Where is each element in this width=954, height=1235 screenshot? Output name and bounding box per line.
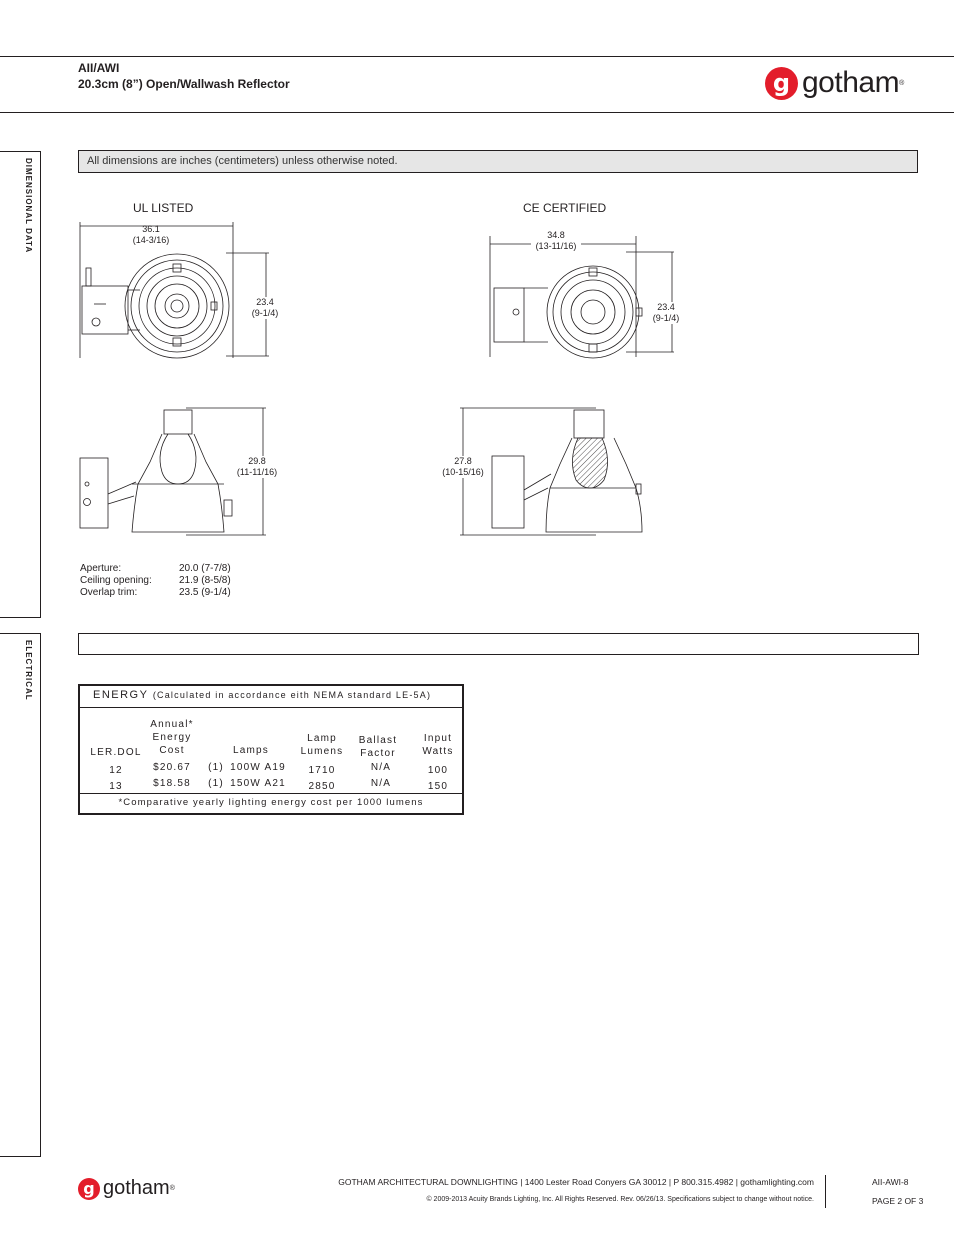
row2-ballast: N/A [370, 778, 392, 789]
ce-top-height-cm: 23.4 [657, 302, 675, 312]
col-header-cost: Annual* Energy Cost [150, 719, 194, 756]
footer-address: GOTHAM ARCHITECTURAL DOWNLIGHTING | 1400 Lester Road Conyers GA 30012 | P 800.315.4982 | gothamlighting.com [338, 1177, 814, 1187]
dimensional-tab-label: DIMENSIONAL DATA [24, 158, 33, 254]
spec-label: Aperture: [80, 563, 122, 574]
ul-top-height-in: (9-1/4) [251, 308, 279, 318]
footer-registered-mark: ® [169, 1185, 175, 1192]
ce-top-view-drawing [486, 232, 686, 367]
registered-mark: ® [899, 79, 905, 87]
spec-value: 23.5 (9-1/4) [179, 587, 231, 598]
col-header-lamps: Lamps [232, 745, 269, 756]
ul-top-width-dimension [126, 224, 176, 246]
col-header-lumens: Lamp Lumens [300, 733, 344, 757]
ce-top-width-cm: 34.8 [547, 230, 565, 240]
product-subtitle: 20.3cm (8”) Open/Wallwash Reflector [78, 77, 290, 91]
opening-specs [80, 563, 231, 599]
ce-top-height-dimension [645, 302, 687, 324]
ce-top-width-in: (13-11/16) [535, 241, 577, 251]
row1-lamp: 100W A19 [230, 762, 286, 773]
units-note: All dimensions are inches (centimeters) unless otherwise noted. [78, 150, 918, 173]
header-bottom-rule [0, 112, 954, 113]
energy-table [78, 684, 464, 815]
header-title-block [78, 60, 290, 92]
ce-side-height-dimension [437, 456, 489, 478]
row1-ler: 12 [109, 765, 123, 776]
spec-row-ceiling-opening [80, 575, 231, 587]
electrical-section-bar [78, 633, 919, 655]
row2-ler: 13 [109, 781, 123, 792]
col-header-ballast: Ballast Factor [358, 735, 398, 759]
ul-side-height-cm: 29.8 [248, 456, 266, 466]
energy-footnote: *Comparative yearly lighting energy cost per 1000 lumens [80, 793, 462, 813]
spec-label: Overlap trim: [80, 587, 138, 598]
footer-wordmark: gotham [103, 1177, 170, 1199]
ce-top-width-dimension [531, 230, 581, 252]
col-header-ler: LER.DOL [90, 747, 142, 758]
row1-watts: 100 [427, 765, 449, 776]
spec-value: 20.0 (7-7/8) [179, 563, 231, 574]
ce-certified-heading: CE CERTIFIED [523, 201, 607, 215]
ul-listed-heading: UL LISTED [133, 201, 194, 215]
ce-side-height-in: (10-15/16) [442, 467, 484, 477]
ul-top-view-drawing [76, 218, 286, 363]
brand-wordmark: gotham [802, 66, 900, 99]
electrical-tab [0, 633, 41, 1157]
footer-page-number: PAGE 2 OF 3 [872, 1196, 924, 1206]
spec-value: 21.9 (8-5/8) [179, 575, 231, 586]
row1-cost: $20.67 [153, 762, 191, 773]
row2-lumens: 2850 [308, 781, 336, 792]
ul-top-height-cm: 23.4 [256, 297, 274, 307]
row2-lamp: 150W A21 [230, 778, 286, 789]
energy-title-note: (Calculated in accordance eith NEMA standard LE-5A) [152, 690, 432, 700]
footer-divider [825, 1175, 826, 1208]
footer-gotham-g-icon: g [78, 1178, 100, 1200]
row2-qty: (1) [208, 778, 224, 789]
ce-top-height-in: (9-1/4) [652, 313, 680, 323]
gotham-g-icon: g [765, 67, 798, 100]
spec-row-aperture [80, 563, 231, 575]
ce-side-height-cm: 27.8 [454, 456, 472, 466]
electrical-tab-label: ELECTRICAL [24, 640, 33, 701]
ul-side-height-in: (11-11/16) [236, 467, 278, 477]
row2-watts: 150 [427, 781, 449, 792]
footer-copyright: © 2009-2013 Acuity Brands Lighting, Inc. All Rights Reserved. Rev. 06/26/13. Specifications subject to change without notice. [426, 1196, 814, 1203]
row1-ballast: N/A [370, 762, 392, 773]
footer-logo [78, 1177, 175, 1200]
energy-title: ENERGY [93, 689, 149, 701]
row2-cost: $18.58 [153, 778, 191, 789]
dimensional-tab [0, 151, 41, 618]
brand-logo [765, 66, 904, 100]
spec-label: Ceiling opening: [80, 575, 152, 586]
row1-lumens: 1710 [308, 765, 336, 776]
ul-top-height-dimension [244, 297, 286, 319]
header-top-rule [0, 56, 954, 57]
col-header-watts: Input Watts [422, 733, 454, 757]
ul-top-width-in: (14-3/16) [132, 235, 170, 245]
energy-table-header [80, 686, 462, 708]
model-name: AII/AWI [78, 61, 120, 75]
ul-side-height-dimension [228, 456, 286, 478]
footer-doc-code: AII-AWI-8 [872, 1177, 909, 1187]
row1-qty: (1) [208, 762, 224, 773]
ul-top-width-cm: 36.1 [142, 224, 160, 234]
spec-row-overlap-trim [80, 587, 231, 599]
